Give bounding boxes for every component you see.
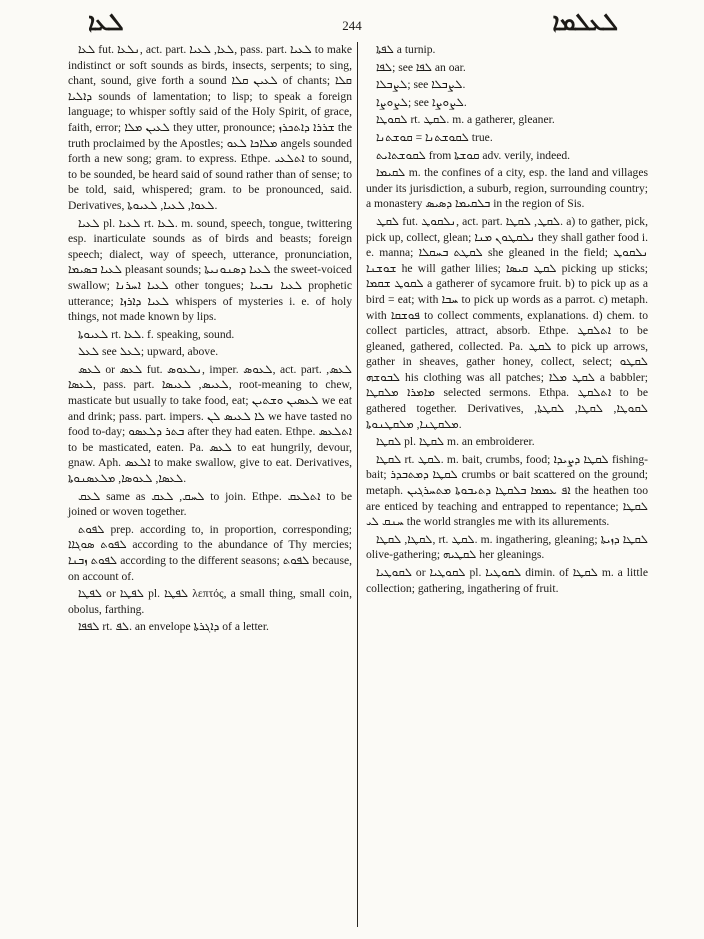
entry-laphapha: ܠܦܦܐ rt. ܠܦ. an envelope ܕܐܓܪܬܐ of a letter.	[78, 620, 269, 634]
page-header	[0, 8, 704, 38]
right-column	[366, 42, 648, 598]
entry-leptos: ܠܦܛܐ or ܠܦܛܐ pl. ܠܦܛܐ λεπτός, a small thing, small coin, obolus, farthing.	[68, 587, 352, 616]
entry-gather: ܠܩܛ fut. ܢܠܩܘܛ, act. part. ܠܩܛ, ܠܩܛܐ. a) to gather, pick, pick up, collect, glean; ܢܠܩܛܘܢ ܡܢܐ they shall gather food i. e. manna; ܠܩܛܬ ܒܚܩܠܐ she gleaned in the field; ܢܠܩܘܛ ܫܘܫܢܐ he will gather lilies; ܠܩܛ ܩܝܣܐ picking up sticks; ܠܩܘܛ ܫܩܡܐ a gatherer of sycamore fruit. b) to pick up as a bird = eat; with ܚܒܐ to pick up words as a parrot. c) metaph. with ܦܘܫܩܐ to collect comments, explanations. d) chem. to collect particles, attract, absorb. Ethpe. ܐܬܠܩܛ to be gleaned, gathered, collected. Pa. ܠܩܛ to pick up arrows, gather in sheaves, gather honey, collect, select; ܠܩܛܘ ܠܒܘܫܗ his clothing was all patches; ܠܩܛ ܡܠܐ a babbler; ܡܐܡܪܐ ܡܠܩܛܐ selected sermons. Ethpa. ܐܬܠܩܛ to be gathered together. Derivatives, ܠܩܘܛܐ, ܠܩܛܐ, ܠܩܛܬܐ, ܡܠܩܛܢܐ, ܡܠܩܛܢܘܬܐ.	[366, 214, 649, 431]
entry-ingathering: ܠܩܛܐ, ܠܩܛܐ, rt. ܠܩܛ. m. ingathering, gleaning; ܠܩܛܐ ܕܙܝܬܐ olive-gathering; ܠܩܛܝܗ her gleanings.	[366, 532, 648, 562]
entry-bait: ܠܩܛܐ rt. ܠܩܛ. m. bait, crumbs, food; ܠܩܛܐ ܕܨܝܕܐ fishing-bait; ܠܩܛܐ ܕܡܬܒܕܪ crumbs or bait scattered on the ground; metaph. ܐܦ ܥܡܡܐ ܒܠܩܛܐ ܕܬܝܒܘܬܐ ܡܬܚܪܓܝܢ the heathen too are enticed by teaching and entrapped to repentance; ܠܩܛܐ ܚܢܩ ܠܝ the world strangles me with its allurements.	[366, 452, 649, 529]
entry-lea: ܠܥܐ fut. ܢܠܥܐ, act. part. ܠܥܐ, ܠܥܝܐ, pass. part. ܠܥܝܐ to make indistinct or soft sounds as birds, insects, serpents; to sing, chant, sound, give forth a sound ܠܥܝܢ ܩܠܐ of chants; ܩܠܐ ܕܐܠܝܐ sounds of lamentation; to lisp; to speak a foreign language; to whisper softly said of the Holy Spirit, of grace, faith, error; ܠܥܝܢ ܡܠܐ they utter, pronounce; ܫܪܪܐ ܕܐܬܟܪܙ the truth proclaimed by the Apostles; ܡܠܐܟܐ ܠܥܘ angels sounded forth a new song; gram. to express. Ethpe. ܐܬܠܥܝ to sound, to be sounded, be heard said of sound rather than of sense; to be told, said, whispered; gram. to be pronounced, said. Derivatives, ܠܥܘܐ, ܠܥܝܐ, ܠܥܝܘܬܐ.	[68, 43, 353, 212]
entry-see-2: ܠܨܘܨܐ; see ܠܨܘܨܐ.	[376, 95, 467, 109]
entry-leya: ܠܥܝܐ pl. ܠܥܝܐ rt. ܠܥܐ. m. sound, speech, tongue, twittering esp. inarticulate sounds as of birds and beasts; foreign speech; dialect, way of speech, utterance, pronunciation, ܠܥܝܐ ܒܣܝܡܐ pleasant sounds; ܠܥܝܐ ܕܣܢܘܢܝܬܐ the sweet-voiced swallow; ܠܥܝܐ ܐܚܪܢܐ other tongues; ܠܥܝܐ ܢܒܝܝܐ prophetic utterance; ܠܥܝܐ ܕܐܪܙܐ whispers of mysteries i. e. of holy things, not made known by lips.	[68, 216, 353, 324]
entry-lphuth: ܠܦܘܬ prep. according to, in proportion, corresponding; ܠܦܘܬ ܣܘܓܐܐ according to the abundance of Thy mercies; ܠܦܘܬ ܙܒܢܐ according to the different seasons; ܠܦܘܬ because, on account of.	[68, 522, 352, 583]
entry-gatherer: ܠܩܘܛܐ rt. ܠܩܛ. m. a gatherer, gleaner.	[376, 113, 555, 127]
entry-verily: ܠܩܘܫܬܐܝܬ from ܩܘܫܬܐ adv. verily, indeed.	[376, 148, 571, 162]
column-divider	[357, 42, 358, 927]
entry-turnip: ܠܦܬܐ a turnip.	[376, 43, 436, 56]
entry-confines: ܠܩܝܡܐ m. the confines of a city, esp. the land and villages under its jurisdiction, a suburb, region, surrounding country; a monastery ܒܠܩܝܡܐ ܕܣܝܣ in the region of Sis.	[366, 166, 648, 211]
entry-true: ܠܩܘܫܬܢܐ = ܩܘܫܬܢܐ true.	[376, 130, 493, 144]
left-column	[68, 42, 352, 637]
left-guide-word: ܠܥܐ	[88, 8, 124, 36]
entry-lel: ܠܥܠ see ܠܥܠ; upward, above.	[78, 345, 219, 359]
entry-les: ܠܥܣ or ܠܥܣ fut. ܢܠܥܘܣ, imper. ܠܥܘܣ, act. part. ܠܥܣ, ܠܥܣܐ, pass. part. ܠܥܝܣ, ܠܥܝܣܐ, root-meaning to chew, masticate but usually to take food, eat; ܠܥܣܝܢ ܘܫܬܝܢ we eat and drink; pass. part. impers. ܠܐ ܠܥܝܣ ܠܢ we have tasted no food to-day; ܒܬܪ ܕܠܥܣܘ after they had eaten. Ethpe. ܐܬܠܥܣ to be masticated, eaten. Pa. ܠܥܣ to eat hungrily, devour, gnaw. Aph. ܐܠܥܣ to make swallow, give to eat. Derivatives, ܠܥܣܐ, ܠܥܘܣܐ, ܡܠܥܣܢܘܬܐ.	[68, 362, 353, 486]
entry-little-collection: ܠܩܘܛܝܐ or ܠܩܘܛܝܐ pl. ܠܩܘܛܝܐ dimin. of ܠܩܛܐ m. a little collection; gathering, ingathering of fruit.	[366, 566, 648, 595]
entry-embroiderer: ܠܩܛܐ pl. ܠܩܛܐ m. an embroiderer.	[376, 435, 535, 449]
right-guide-word: ܠܥܠܡܐ	[552, 8, 618, 36]
entry-leyutha: ܠܥܝܘܬܐ rt. ܠܥܐ. f. speaking, sound.	[78, 327, 235, 341]
entry-oar: ܠܦܐ; see ܠܦܐ an oar.	[376, 60, 466, 74]
entry-leq: ܠܥܩ same as ܠܚܩ, ܠܥܩ to join. Ethpe. ܐܬܠܥܩ to be joined or woven together.	[68, 489, 352, 519]
entry-see-1: ܠܨܒܠܐ; see ܠܨܒܠܐ.	[376, 78, 466, 92]
page-number: 244	[342, 18, 362, 33]
